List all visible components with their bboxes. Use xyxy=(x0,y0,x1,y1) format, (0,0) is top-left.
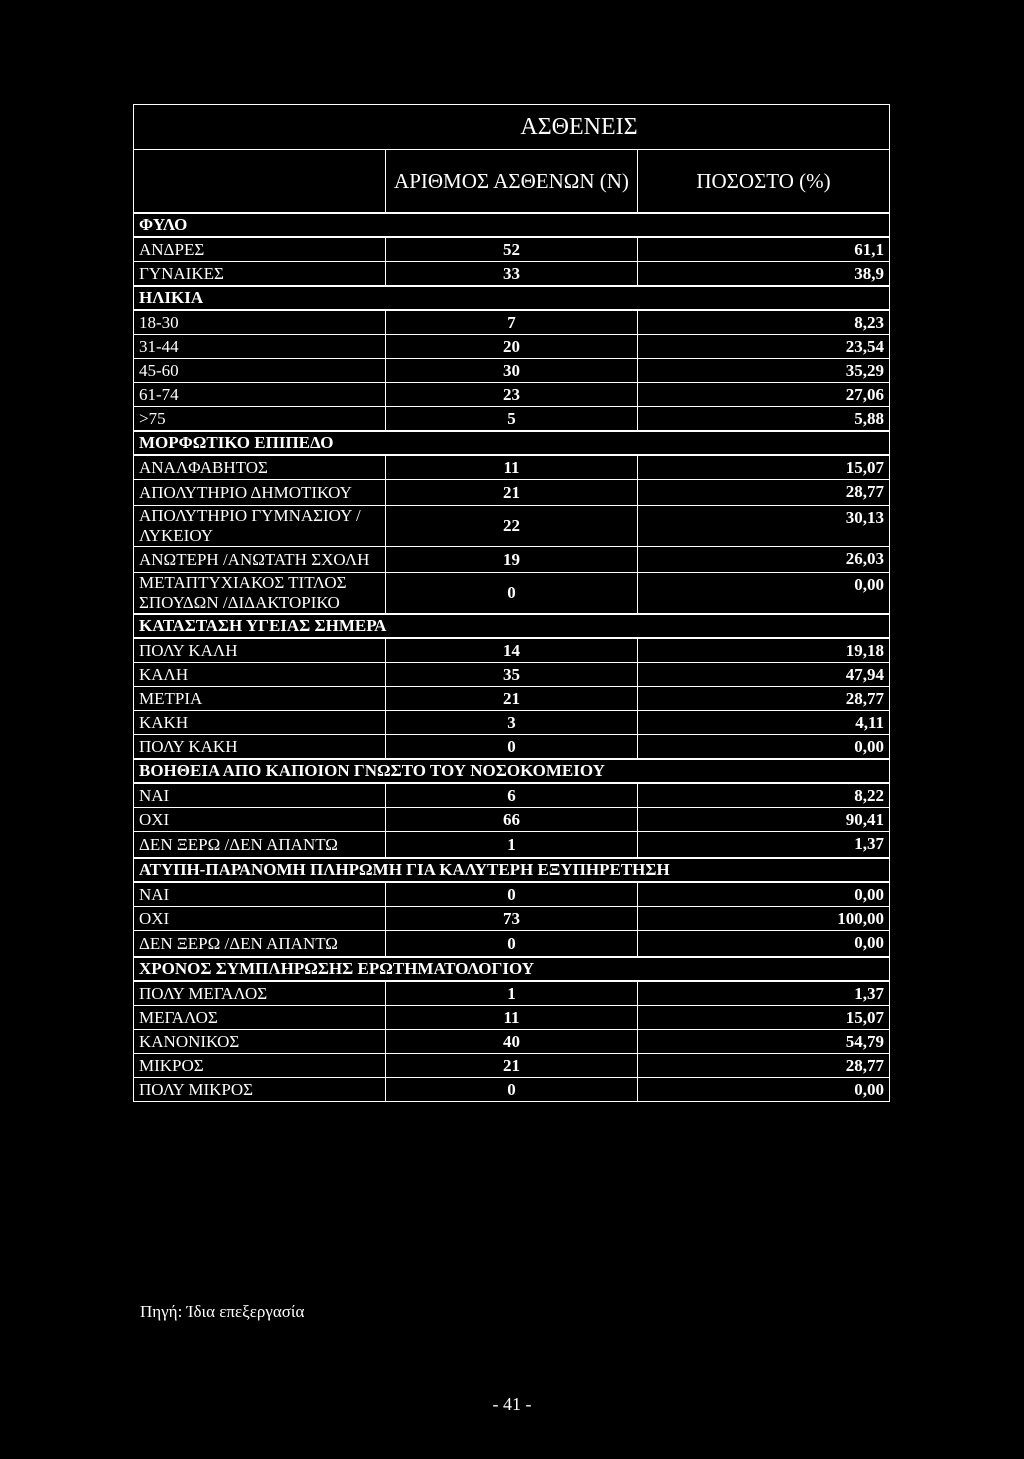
section-header-row xyxy=(134,213,890,237)
row-percent: 28,77 xyxy=(638,687,890,711)
row-label: ΚΑΛΗ xyxy=(134,663,386,687)
row-percent: 23,54 xyxy=(638,335,890,359)
table-row xyxy=(134,407,890,432)
row-count: 21 xyxy=(386,687,638,711)
row-label: ΠΟΛΥ ΚΑΚΗ xyxy=(134,735,386,760)
row-count: 0 xyxy=(386,1078,638,1102)
row-percent: 19,18 xyxy=(638,638,890,663)
row-percent: 30,13 xyxy=(638,506,890,547)
table-row xyxy=(134,1078,890,1102)
table-row xyxy=(134,547,890,573)
section-header-row xyxy=(134,286,890,310)
header-empty-cell xyxy=(134,150,386,214)
row-label: 18-30 xyxy=(134,310,386,335)
row-label: ΓΥΝΑΙΚΕΣ xyxy=(134,262,386,287)
table-row xyxy=(134,455,890,480)
row-label: ΜΕΤΡΙΑ xyxy=(134,687,386,711)
table-row xyxy=(134,480,890,506)
section-title: ΒΟΗΘΕΙΑ ΑΠΟ ΚΑΠΟΙΟΝ ΓΝΩΣΤΟ ΤΟΥ ΝΟΣΟΚΟΜΕΙΟΥ xyxy=(134,759,890,783)
row-percent: 0,00 xyxy=(638,931,890,958)
table-row xyxy=(134,1006,890,1030)
row-label: ΜΕΤΑΠΤΥΧΙΑΚΟΣ ΤΙΤΛΟΣ ΣΠΟΥΔΩΝ /ΔΙΔΑΚΤΟΡΙΚΟ xyxy=(134,573,386,615)
table-row xyxy=(134,262,890,287)
row-count: 11 xyxy=(386,455,638,480)
row-percent: 28,77 xyxy=(638,1054,890,1078)
section-title: ΗΛΙΚΙΑ xyxy=(134,286,890,310)
table-row xyxy=(134,783,890,808)
row-label: ΝΑΙ xyxy=(134,783,386,808)
row-percent: 90,41 xyxy=(638,808,890,832)
row-count: 20 xyxy=(386,335,638,359)
row-count: 0 xyxy=(386,931,638,958)
source-note: Πηγή: Ίδια επεξεργασία xyxy=(140,1302,305,1321)
row-percent: 15,07 xyxy=(638,1006,890,1030)
row-count: 52 xyxy=(386,237,638,262)
row-percent: 54,79 xyxy=(638,1030,890,1054)
table-row xyxy=(134,687,890,711)
table-row xyxy=(134,907,890,931)
row-label: ΚΑΚΗ xyxy=(134,711,386,735)
table-row xyxy=(134,1054,890,1078)
row-percent: 61,1 xyxy=(638,237,890,262)
row-count: 1 xyxy=(386,981,638,1006)
section-title: ΜΟΡΦΩΤΙΚΟ ΕΠΙΠΕΔΟ xyxy=(134,431,890,455)
section-header-row xyxy=(134,431,890,455)
row-label: ΔΕΝ ΞΕΡΩ /ΔΕΝ ΑΠΑΝΤΩ xyxy=(134,832,386,859)
row-label: 31-44 xyxy=(134,335,386,359)
row-count: 7 xyxy=(386,310,638,335)
row-count: 73 xyxy=(386,907,638,931)
table-row xyxy=(134,638,890,663)
row-count: 14 xyxy=(386,638,638,663)
row-percent: 8,22 xyxy=(638,783,890,808)
row-label: ΜΙΚΡΟΣ xyxy=(134,1054,386,1078)
section-title: ΧΡΟΝΟΣ ΣΥΜΠΛΗΡΩΣΗΣ ΕΡΩΤΗΜΑΤΟΛΟΓΙΟΥ xyxy=(134,957,890,981)
row-count: 3 xyxy=(386,711,638,735)
row-count: 40 xyxy=(386,1030,638,1054)
section-title: ΦΥΛΟ xyxy=(134,213,890,237)
table-row xyxy=(134,506,890,547)
row-percent: 100,00 xyxy=(638,907,890,931)
row-count: 30 xyxy=(386,359,638,383)
row-label: >75 xyxy=(134,407,386,432)
row-label: ΑΝΑΛΦΑΒΗΤΟΣ xyxy=(134,455,386,480)
row-label: ΠΟΛΥ ΜΕΓΑΛΟΣ xyxy=(134,981,386,1006)
table-row xyxy=(134,573,890,615)
row-percent: 15,07 xyxy=(638,455,890,480)
table-row xyxy=(134,663,890,687)
section-header-row xyxy=(134,759,890,783)
table-row xyxy=(134,808,890,832)
table-header-row xyxy=(134,150,890,214)
row-label: ΠΟΛΥ ΚΑΛΗ xyxy=(134,638,386,663)
section-title: ΑΤΥΠΗ-ΠΑΡΑΝΟΜΗ ΠΛΗΡΩΜΗ ΓΙΑ ΚΑΛΥΤΕΡΗ ΕΞΥΠΗΡΕΤΗΣΗ xyxy=(134,858,890,882)
header-percent: ΠΟΣΟΣΤΟ (%) xyxy=(638,150,890,214)
row-count: 0 xyxy=(386,735,638,760)
section-header-row xyxy=(134,957,890,981)
row-label: ΟΧΙ xyxy=(134,907,386,931)
table-row xyxy=(134,711,890,735)
table-row xyxy=(134,1030,890,1054)
row-count: 5 xyxy=(386,407,638,432)
page-number: - 41 - xyxy=(492,1394,532,1414)
row-label: ΜΕΓΑΛΟΣ xyxy=(134,1006,386,1030)
table-row xyxy=(134,931,890,958)
row-count: 33 xyxy=(386,262,638,287)
table-row xyxy=(134,981,890,1006)
row-percent: 0,00 xyxy=(638,1078,890,1102)
row-label: 61-74 xyxy=(134,383,386,407)
row-percent: 27,06 xyxy=(638,383,890,407)
row-percent: 47,94 xyxy=(638,663,890,687)
table-row xyxy=(134,237,890,262)
row-label: ΑΠΟΛΥΤΗΡΙΟ ΔΗΜΟΤΙΚΟΥ xyxy=(134,480,386,506)
row-percent: 1,37 xyxy=(638,832,890,859)
row-label: ΔΕΝ ΞΕΡΩ /ΔΕΝ ΑΠΑΝΤΩ xyxy=(134,931,386,958)
row-count: 35 xyxy=(386,663,638,687)
row-label: ΑΝΔΡΕΣ xyxy=(134,237,386,262)
row-count: 19 xyxy=(386,547,638,573)
row-percent: 35,29 xyxy=(638,359,890,383)
row-count: 21 xyxy=(386,480,638,506)
section-header-row xyxy=(134,614,890,638)
header-count: ΑΡΙΘΜΟΣ ΑΣΘΕΝΩΝ (Ν) xyxy=(386,150,638,214)
section-header-row xyxy=(134,858,890,882)
patients-table xyxy=(133,104,890,1102)
row-percent: 0,00 xyxy=(638,882,890,907)
row-label: ΟΧΙ xyxy=(134,808,386,832)
row-count: 21 xyxy=(386,1054,638,1078)
row-count: 1 xyxy=(386,832,638,859)
row-percent: 5,88 xyxy=(638,407,890,432)
row-percent: 8,23 xyxy=(638,310,890,335)
row-label: 45-60 xyxy=(134,359,386,383)
table-row xyxy=(134,383,890,407)
row-percent: 38,9 xyxy=(638,262,890,287)
table-row xyxy=(134,882,890,907)
table-row xyxy=(134,832,890,859)
row-count: 23 xyxy=(386,383,638,407)
table-row xyxy=(134,359,890,383)
row-label: ΚΑΝΟΝΙΚΟΣ xyxy=(134,1030,386,1054)
row-percent: 0,00 xyxy=(638,735,890,760)
row-count: 11 xyxy=(386,1006,638,1030)
row-percent: 0,00 xyxy=(638,573,890,615)
row-count: 0 xyxy=(386,573,638,615)
table-row xyxy=(134,310,890,335)
row-count: 22 xyxy=(386,506,638,547)
row-label: ΝΑΙ xyxy=(134,882,386,907)
row-count: 0 xyxy=(386,882,638,907)
row-percent: 4,11 xyxy=(638,711,890,735)
row-count: 6 xyxy=(386,783,638,808)
table-title: ΑΣΘΕΝΕΙΣ xyxy=(134,105,890,150)
row-percent: 26,03 xyxy=(638,547,890,573)
section-title: ΚΑΤΑΣΤΑΣΗ ΥΓΕΙΑΣ ΣΗΜΕΡΑ xyxy=(134,614,890,638)
row-label: ΠΟΛΥ ΜΙΚΡΟΣ xyxy=(134,1078,386,1102)
row-label: ΑΠΟΛΥΤΗΡΙΟ ΓΥΜΝΑΣΙΟΥ /ΛΥΚΕΙΟΥ xyxy=(134,506,386,547)
row-count: 66 xyxy=(386,808,638,832)
row-percent: 28,77 xyxy=(638,480,890,506)
table-title-row xyxy=(134,105,890,150)
table-row xyxy=(134,735,890,760)
row-label: ΑΝΩΤΕΡΗ /ΑΝΩΤΑΤΗ ΣΧΟΛΗ xyxy=(134,547,386,573)
table-row xyxy=(134,335,890,359)
row-percent: 1,37 xyxy=(638,981,890,1006)
